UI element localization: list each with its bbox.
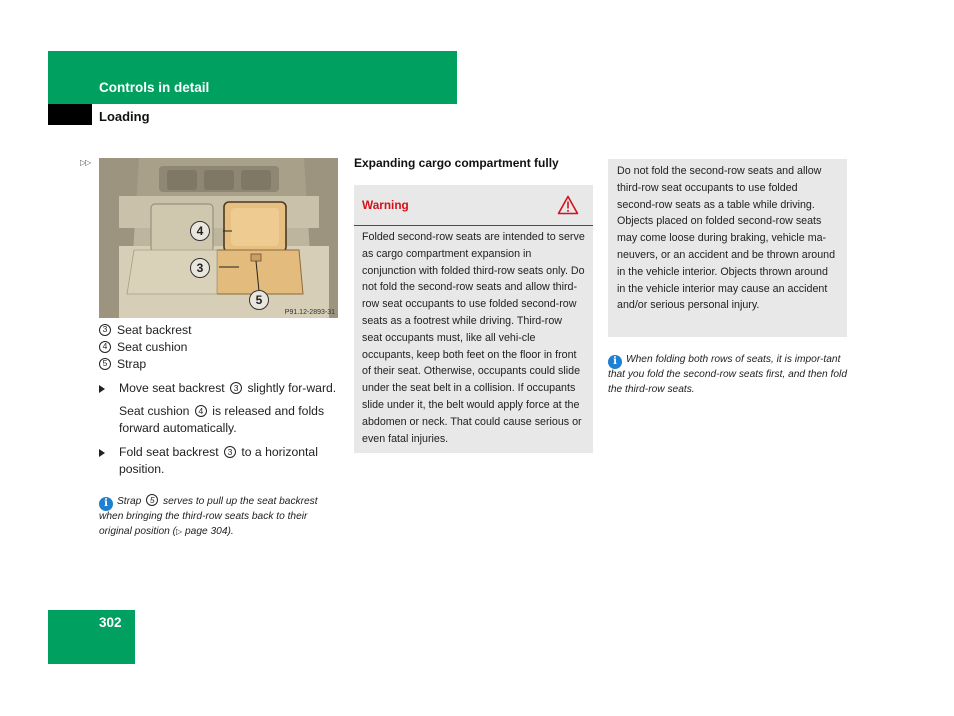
warning-box <box>354 185 593 453</box>
note-text: page 304). <box>182 526 234 537</box>
header-band <box>48 51 457 104</box>
legend-item <box>99 322 339 339</box>
info-icon: i <box>608 355 622 369</box>
legend-label: Strap <box>117 357 147 371</box>
legend-item <box>99 339 339 356</box>
result-text: is released and folds forward automatically. <box>119 404 325 435</box>
ref-number: 4 <box>195 405 207 417</box>
ref-number: 3 <box>230 382 242 394</box>
legend-label: Seat cushion <box>117 340 188 354</box>
step-text: Move seat backrest <box>119 381 229 395</box>
instruction-step-2 <box>99 444 339 478</box>
section-heading: Expanding cargo compartment fully <box>354 156 559 170</box>
page-number-tab <box>48 610 135 664</box>
ref-number: 3 <box>224 446 236 458</box>
note-text: Strap <box>117 496 145 507</box>
instruction-step-1 <box>99 380 339 397</box>
warning-text: Folded second-row seats are intended to serve as cargo compartment expansion in conjunction with folded third-row seats only. Do not fold the second-row seats and allow third-row seat occupants to use folded second-row seats as a footrest while driving. Third-row seat occupants must, like all vehi-cle occupants, keep both feet on the floor in front of their seat. Otherwise, occupants could slide under the seat belt in a collision. If occupants slide under it, the belt would apply force at the abdomen or neck. That could cause serious or even fatal injuries. <box>362 231 585 445</box>
note-text: serves to pull up the seat backrest when bringing the third-row seats back to their original position ( <box>99 496 318 537</box>
ref-number: 5 <box>146 494 158 506</box>
subsection-marker <box>48 104 92 125</box>
page-ref-arrow-icon: ▷ <box>176 527 183 536</box>
legend-item <box>99 356 339 373</box>
info-icon: i <box>99 497 113 511</box>
note-text: When folding both rows of seats, it is impor-tant that you fold the second-row seats first, and then fold the third-row seats. <box>608 354 847 395</box>
info-note-right <box>608 352 853 397</box>
cargo-seat-illustration <box>99 158 338 318</box>
legend-number: 5 <box>99 358 111 370</box>
legend-number: 4 <box>99 341 111 353</box>
continued-marker: ▷▷ <box>80 158 91 167</box>
instruction-result <box>99 403 339 437</box>
bullet-arrow-icon <box>99 449 105 457</box>
bullet-arrow-icon <box>99 385 105 393</box>
warning-triangle-icon <box>557 195 579 215</box>
warning-label: Warning <box>362 198 409 212</box>
callout-5: 5 <box>249 290 269 310</box>
page-number: 302 <box>99 615 122 630</box>
left-column <box>99 322 339 539</box>
callout-4: 4 <box>190 221 210 241</box>
legend-number: 3 <box>99 324 111 336</box>
step-text: to a horizontal position. <box>119 445 318 476</box>
callout-3: 3 <box>190 258 210 278</box>
step-text: slightly for-ward. <box>244 381 337 395</box>
result-text: Seat cushion <box>119 404 193 418</box>
cargo-seat-photo <box>99 158 338 318</box>
subsection-title: Loading <box>99 109 150 124</box>
caution-box: Do not fold the second-row seats and allow third-row seat occupants to use folded second-row seats as a table while driving. Objects placed on folded second-row seats may come loose during braking, vehicle ma-neuvers, or an accident and be thrown around in the vehicle interior. Objects thrown around in the vehicle interior may cause an accident and/or serious personal injury. <box>608 159 847 337</box>
warning-header <box>354 185 593 226</box>
info-note <box>99 494 339 539</box>
legend-label: Seat backrest <box>117 323 192 337</box>
section-title: Controls in detail <box>99 80 210 95</box>
figure-code: P91.12-2893-31 <box>284 309 335 316</box>
step-text: Fold seat backrest <box>119 445 222 459</box>
